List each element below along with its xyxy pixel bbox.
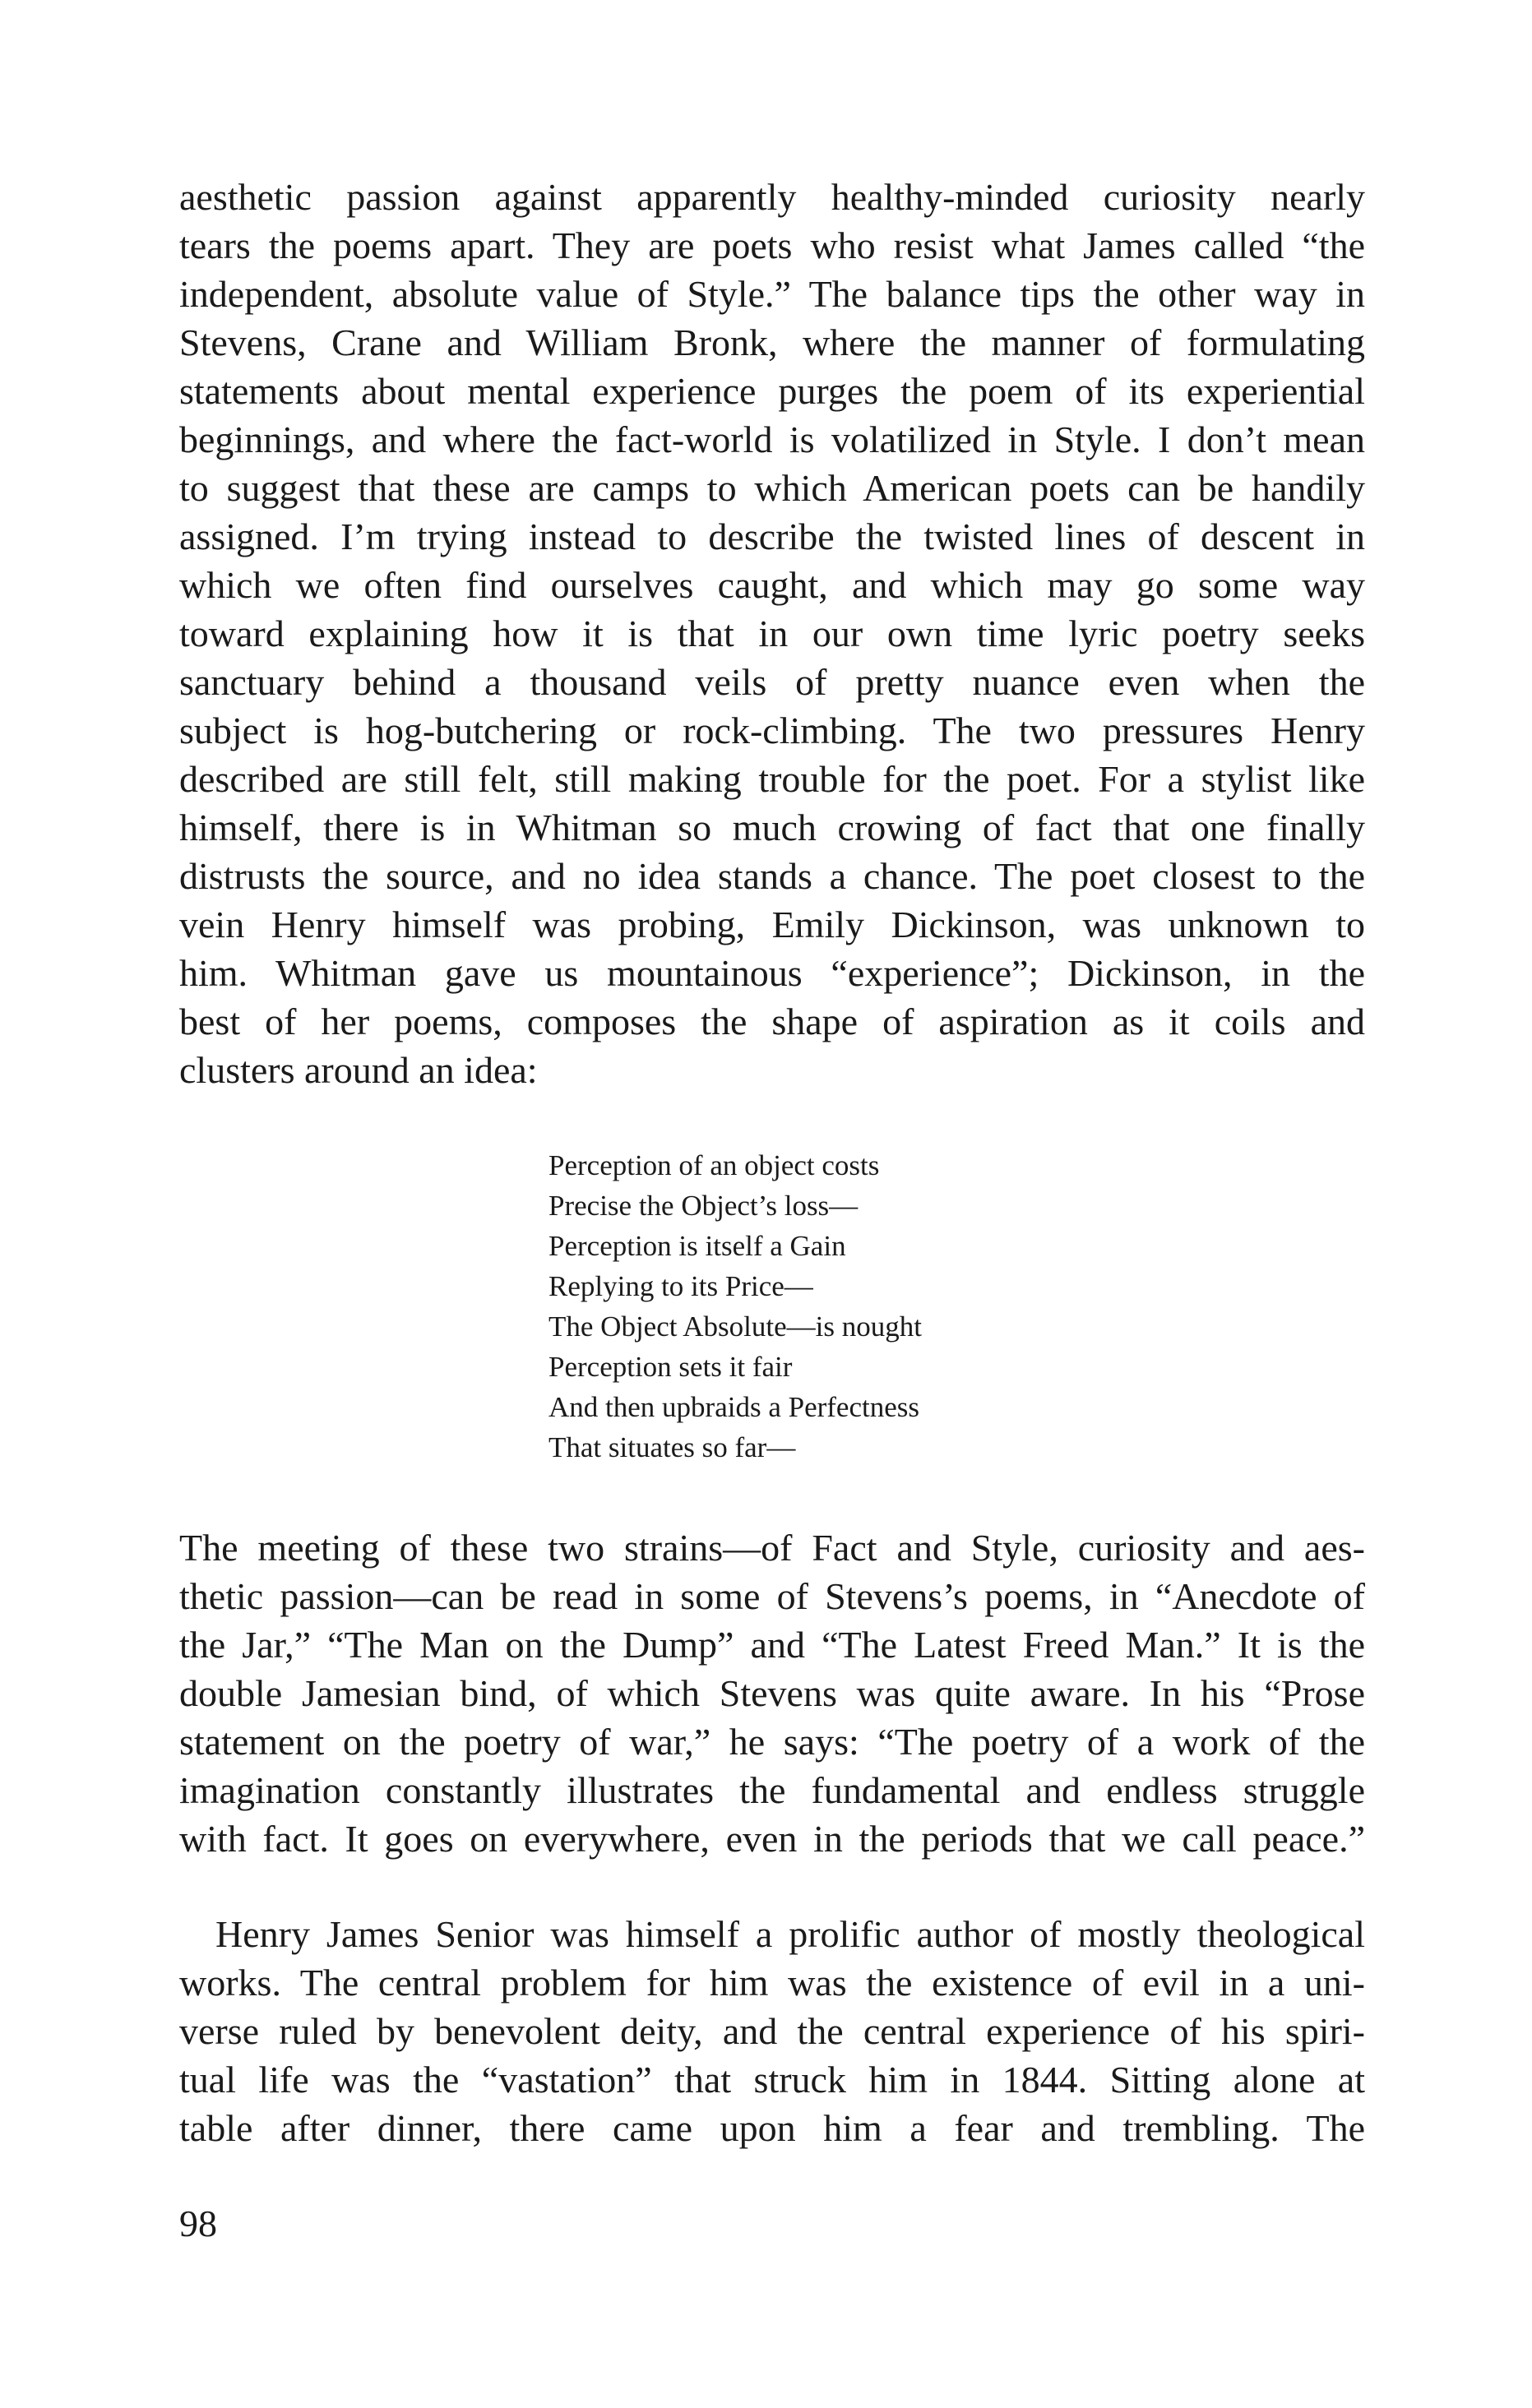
text-line: toward explaining how it is that in our own time lyric poetry seeks: [179, 612, 1365, 654]
text-line: works. The central problem for him was the existence of evil in a uni-: [179, 1962, 1365, 2004]
text-line: thetic passion—can be read in some of Stevens’s poems, in “Anecdote of: [179, 1575, 1365, 1617]
text-line: double Jamesian bind, of which Stevens was quite aware. In his “Prose: [179, 1672, 1365, 1714]
text-line: himself, there is in Whitman so much crowing of fact that one finally: [179, 807, 1365, 848]
text-line: beginnings, and where the fact-world is volatilized in Style. I don’t mean: [179, 418, 1365, 460]
text-line: Stevens, Crane and William Bronk, where the manner of formulating: [179, 321, 1365, 363]
text-line: distrusts the source, and no idea stands a chance. The poet closest to the: [179, 855, 1365, 897]
text-line: described are still felt, still making trouble for the poet. For a stylist like: [179, 758, 1365, 800]
text-line: aesthetic passion against apparently healthy-minded curiosity nearly: [179, 176, 1365, 218]
text-line: tual life was the “vastation” that struck him in 1844. Sitting alone at: [179, 2059, 1365, 2101]
text-line: with fact. It goes on everywhere, even in the periods that we call peace.”: [179, 1818, 1365, 1860]
text-line: Henry James Senior was himself a prolific author of mostly theological: [215, 1913, 1365, 1955]
poem-line: Perception sets it fair: [548, 1351, 793, 1383]
poem-line: The Object Absolute—is nought: [548, 1310, 922, 1343]
text-line: The meeting of these two strains—of Fact and Style, curiosity and aes-: [179, 1527, 1365, 1569]
text-line: clusters around an idea:: [179, 1049, 538, 1091]
page-number: 98: [179, 2202, 217, 2244]
text-line: tears the poems apart. They are poets who resist what James called “the: [179, 224, 1365, 266]
text-line: sanctuary behind a thousand veils of pretty nuance even when the: [179, 661, 1365, 703]
text-line: which we often find ourselves caught, and which may go some way: [179, 564, 1365, 606]
text-line: table after dinner, there came upon him a fear and trembling. The: [179, 2107, 1365, 2149]
poem-line: Replying to its Price—: [548, 1270, 813, 1302]
text-line: to suggest that these are camps to which American poets can be handily: [179, 467, 1365, 509]
text-line: subject is hog-butchering or rock-climbing. The two pressures Henry: [179, 709, 1365, 751]
text-line: best of her poems, composes the shape of aspiration as it coils and: [179, 1001, 1365, 1042]
text-line: vein Henry himself was probing, Emily Dickinson, was unknown to: [179, 904, 1365, 945]
text-line: statement on the poetry of war,” he says: “The poetry of a work of the: [179, 1721, 1365, 1763]
poem-line: Perception of an object costs: [548, 1149, 880, 1181]
text-line: assigned. I’m trying instead to describe the twisted lines of descent in: [179, 515, 1365, 557]
poem-line: And then upbraids a Perfectness: [548, 1391, 919, 1423]
text-line: imagination constantly illustrates the fundamental and endless struggle: [179, 1769, 1365, 1811]
text-line: independent, absolute value of Style.” The balance tips the other way in: [179, 273, 1365, 315]
text-line: statements about mental experience purges the poem of its experiential: [179, 370, 1365, 412]
text-line: verse ruled by benevolent deity, and the central experience of his spiri-: [179, 2010, 1365, 2052]
poem-line: That situates so far—: [548, 1431, 796, 1463]
poem-line: Perception is itself a Gain: [548, 1230, 846, 1262]
poem-line: Precise the Object’s loss—: [548, 1190, 859, 1222]
text-line: him. Whitman gave us mountainous “experience”; Dickinson, in the: [179, 952, 1365, 994]
text-line: the Jar,” “The Man on the Dump” and “The Latest Freed Man.” It is the: [179, 1624, 1365, 1666]
